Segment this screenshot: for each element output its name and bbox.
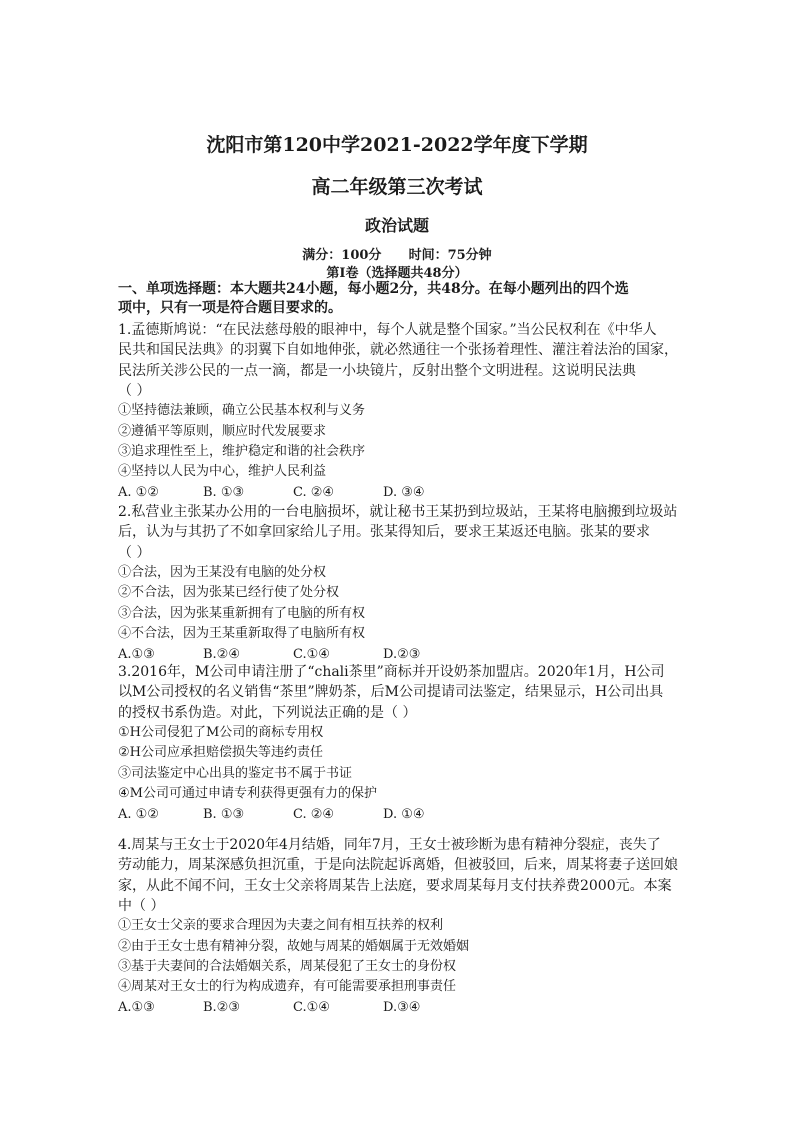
school-title: 沈阳市第120中学2021-2022学年度下学期 <box>206 134 588 156</box>
answer-option[interactable]: D.③④ <box>383 1000 421 1016</box>
statement-item: ③司法鉴定中心出具的鉴定书不属于书证 <box>118 765 353 781</box>
question-stem-line: 的授权书系伪造。对此，下列说法正确的是（ ） <box>118 704 417 721</box>
question-stem-line: 1.孟德斯鸠说：“在民法慈母般的眼神中，每个人就是整个国家。”当公民权利在《中华人 <box>118 322 657 338</box>
question-stem-line: 民法所关涉公民的一点一滴，都是一小块镜片，反射出整个文明进程。这说明民法典 <box>118 362 636 379</box>
question-stem-line: 后，认为与其扔了不如拿回家给儿子用。张某得知后，要求王某返还电脑。张某的要求 <box>118 524 650 541</box>
answer-option[interactable]: D. ①④ <box>383 807 425 823</box>
question-stem-line: 2.私营业主张某办公用的一台电脑损坏，就让秘书王某扔到垃圾站，王某将电脑搬到垃圾站 <box>118 504 678 520</box>
question-stem-line: （ ） <box>118 544 151 561</box>
score-time-line: 满分：100分 时间：75分钟 <box>302 248 492 263</box>
answer-option[interactable]: B.②③ <box>203 1000 240 1016</box>
statement-item: ①H公司侵犯了M公司的商标专用权 <box>118 724 324 740</box>
answer-option[interactable]: C.①④ <box>293 647 330 663</box>
statement-item: ③追求理性至上，维护稳定和谐的社会秩序 <box>118 443 366 459</box>
question-stem-line: 家，从此不闻不问，王女士父亲将周某告上法庭，要求周某每月支付扶养费2000元。本案 <box>118 877 672 894</box>
question-stem-line: 劳动能力，周某深感负担沉重，于是向法院起诉离婚，但被驳回，后来，周某将妻子送回娘 <box>118 857 678 874</box>
subject-title: 政治试题 <box>364 216 429 235</box>
answer-option[interactable]: A.①③ <box>118 1000 155 1016</box>
question-stem-line: （ ） <box>118 382 151 399</box>
answer-option[interactable]: B.②④ <box>203 647 240 663</box>
volume-title: 第Ⅰ卷（选择题共48分） <box>326 266 468 281</box>
answer-option[interactable]: C.①④ <box>293 1000 330 1016</box>
statement-item: ②遵循平等原则，顺应时代发展要求 <box>118 423 327 439</box>
answer-option[interactable]: A.①③ <box>118 647 155 663</box>
statement-item: ①王女士父亲的要求合理因为夫妻之间有相互扶养的权利 <box>118 918 444 934</box>
statement-item: ③基于夫妻间的合法婚姻关系，周某侵犯了王女士的身份权 <box>118 958 457 974</box>
answer-option[interactable]: D.②③ <box>383 647 421 663</box>
question-stem-line: 民共和国民法典》的羽翼下自如地伸张，就必然通往一个张扬着理性、灌注着法治的国家， <box>118 342 678 359</box>
statement-item: ①合法，因为王某没有电脑的处分权 <box>118 564 327 580</box>
question-stem-line: 4.周某与王女士于2020年4月结婚，同年7月，王女士被珍断为患有精神分裂症，丧失了 <box>118 837 661 853</box>
statement-item: ④不合法，因为王某重新取得了电脑所有权 <box>118 625 366 641</box>
answer-option[interactable]: A. ①② <box>118 485 159 501</box>
exam-title: 高二年级第三次考试 <box>311 176 483 198</box>
question-stem-line: 3.2016年，M公司申请注册了“chali茶里”商标并开设奶茶加盟店。2020年1月，H公司 <box>118 664 665 680</box>
answer-option[interactable]: D. ③④ <box>383 485 425 501</box>
answer-option[interactable]: B. ①③ <box>203 485 245 501</box>
statement-item: ④M公司可通过申请专利获得更强有力的保护 <box>118 785 377 801</box>
statement-item: ②由于王女士患有精神分裂，故她与周某的婚姻属于无效婚姻 <box>118 938 470 954</box>
answer-option[interactable]: C. ②④ <box>293 485 335 501</box>
statement-item: ②H公司应承担赔偿损失等违约责任 <box>118 745 323 761</box>
answer-option[interactable]: B. ①③ <box>203 807 245 823</box>
statement-item: ④坚持以人民为中心，维护人民利益 <box>118 464 327 480</box>
instructions-line-2: 项中，只有一项是符合题目要求的。 <box>118 300 342 316</box>
statement-item: ③合法，因为张某重新拥有了电脑的所有权 <box>118 605 366 621</box>
statement-item: ①坚持德法兼顾，确立公民基本权利与义务 <box>118 403 366 419</box>
answer-option[interactable]: C. ②④ <box>293 807 335 823</box>
question-stem-line: 以M公司授权的名义销售“茶里”牌奶茶，后M公司提请司法鉴定，结果显示，H公司出具 <box>118 684 664 701</box>
statement-item: ④周某对王女士的行为构成遗弃，有可能需要承担刑事责任 <box>118 979 457 995</box>
answer-option[interactable]: A. ①② <box>118 807 159 823</box>
statement-item: ②不合法，因为张某已经行使了处分权 <box>118 585 340 601</box>
instructions-line-1: 一、单项选择题：本大题共24小题，每小题2分，共48分。在每小题列出的四个选 <box>118 281 629 297</box>
question-stem-line: 中（ ） <box>118 897 165 914</box>
